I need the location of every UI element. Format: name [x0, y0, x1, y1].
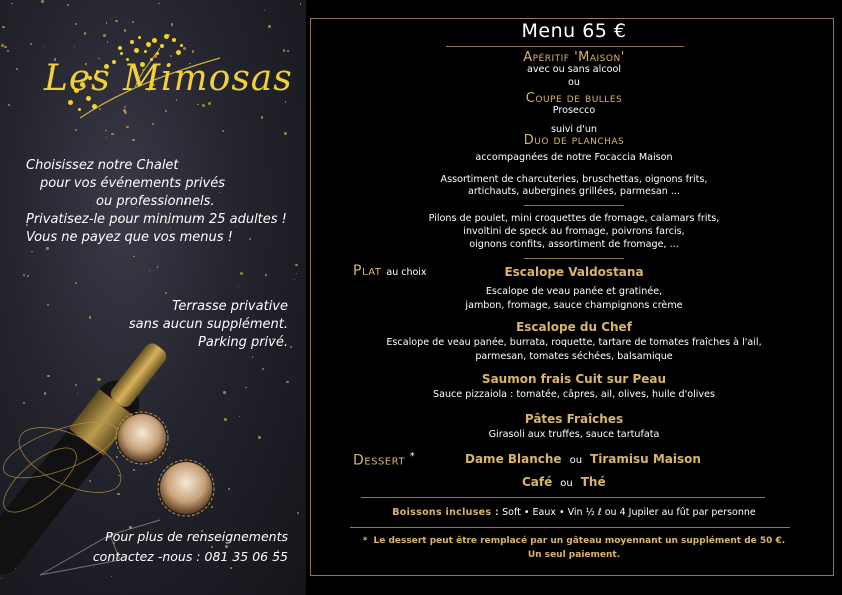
aperitif-desc: avec ou sans alcool [526, 64, 621, 75]
plancha2-line: involtini de speck au fromage, poivrons farcis, [463, 226, 685, 237]
mimosa-flower [118, 46, 122, 50]
boissons-line [306, 507, 842, 518]
sparkle [133, 256, 134, 257]
sparkle [283, 49, 285, 51]
sparkle [16, 68, 18, 70]
mimosa-flower [172, 38, 176, 42]
mimosa-flower [138, 36, 141, 39]
dish-desc: Girasoli aux truffes, sauce tartufata [488, 429, 660, 440]
sparkle [285, 101, 287, 103]
coupe-label: Coupe de bulles [525, 91, 623, 106]
sparkle [47, 304, 49, 306]
sparkle [103, 34, 106, 37]
sparkle [295, 264, 298, 267]
sparkle [27, 275, 29, 277]
sparkle [284, 132, 287, 135]
sparkle [75, 129, 77, 131]
mimosa-flower [176, 50, 181, 55]
dessert-option: Dame Blanche [465, 452, 562, 466]
plancha2-line: oignons confits, assortiment de fromage, ... [469, 239, 679, 250]
plancha1-line: Assortiment de charcuteries, bruschettas, oignons frits, [440, 174, 708, 185]
mimosa-flower [160, 44, 164, 48]
mimosa-flower [152, 38, 157, 43]
sparkle [165, 292, 167, 294]
sparkle [89, 316, 91, 318]
plancha1-line: artichauts, aubergines grillées, parmesan ... [467, 186, 681, 197]
mimosa-flower [180, 44, 183, 47]
dish-desc: Escalope de veau panée, burrata, roquette, tartare de tomates fraîches à l'ail, [386, 337, 762, 348]
terrace-line: sans aucun supplément. [128, 317, 288, 332]
sparkle [132, 21, 134, 23]
plat-label-suffix: au choix [386, 267, 427, 278]
sparkle [238, 286, 239, 287]
logo-text: Les Mimosas [44, 58, 293, 99]
dessert-star: * [409, 451, 415, 462]
left-panel [0, 0, 306, 595]
coffee-option: Thé [580, 475, 606, 489]
sparkle [171, 23, 174, 26]
sparkle [75, 23, 77, 25]
sparkle [157, 266, 159, 268]
note-star: * [362, 536, 368, 546]
sparkle [115, 20, 117, 22]
sparkle [132, 139, 134, 141]
sparkle [268, 25, 271, 28]
dessert-label-text: Dessert [353, 452, 405, 469]
coffee-option: Café [522, 475, 553, 489]
sparkle [30, 43, 32, 45]
mimosa-flower [130, 40, 134, 44]
sparkle [41, 0, 44, 3]
intro-line: pour vos événements privés [40, 176, 225, 191]
sparkle [84, 32, 86, 34]
or-text: ou [569, 455, 583, 466]
contact-line: Pour plus de renseignements [105, 529, 288, 544]
note-divider [350, 527, 790, 528]
menu-title: Menu 65 € [521, 20, 627, 42]
sparkle [124, 29, 127, 32]
sparkle [294, 279, 295, 280]
sparkle [300, 3, 302, 5]
sparkle [106, 22, 108, 24]
coffee-options [522, 475, 606, 489]
note-line: Le dessert peut être remplacé par un gâteau moyennant un supplément de 50 €. [373, 536, 786, 546]
suivi-text: suivi d'un [550, 124, 598, 135]
or-text: ou [560, 478, 573, 489]
sparkle [264, 10, 265, 11]
boissons-label: Boissons incluses : [392, 507, 500, 518]
coupe-desc: Prosecco [552, 105, 596, 116]
sparkle [106, 137, 107, 138]
boissons-divider [361, 497, 765, 498]
sparkle [11, 3, 12, 4]
sparkle [67, 4, 69, 6]
sparkle [1, 44, 4, 47]
mimosa-flower [164, 34, 169, 39]
boissons-items: Soft • Eaux • Vin ½ ℓ ou 4 Jupiler au fût par personne [502, 507, 756, 518]
sparkle [8, 104, 10, 106]
aperitif-label: Apéritif 'Maison' [523, 50, 625, 65]
contact-phone: contactez -nous : 081 35 06 55 [92, 549, 288, 564]
mimosa-flower [156, 52, 159, 55]
mimosa-flower [92, 104, 97, 109]
sparkle [222, 130, 224, 132]
mimosa-flower [144, 50, 147, 53]
dish-desc: parmesan, tomates séchées, balsamique [475, 351, 673, 362]
plancha2-line: Pilons de poulet, mini croquettes de fromage, calamars frits, [428, 213, 720, 224]
title-divider [446, 46, 684, 47]
sparkle [2, 26, 4, 28]
sparkle [7, 50, 9, 52]
terrace-line: Terrasse privative [172, 299, 288, 314]
dish-name: Escalope Valdostana [504, 265, 644, 279]
sparkle [105, 130, 107, 132]
sparkle [158, 3, 159, 4]
mimosa-flower [134, 48, 139, 53]
sparkle [46, 247, 48, 249]
dish-name: Escalope du Chef [516, 320, 632, 334]
sparkle [296, 273, 297, 274]
dish-name: Pâtes Fraîches [524, 412, 624, 426]
note-line: Un seul paiement. [527, 550, 621, 560]
sparkle [240, 272, 243, 275]
dish-desc: Escalope de veau panée et gratinée, [485, 286, 663, 297]
intro-line: Privatisez-le pour minimum 25 adultes ! [26, 212, 287, 227]
intro-line: Vous ne payez que vos menus ! [26, 230, 233, 245]
contact-text [93, 527, 288, 567]
mimosa-flower [68, 100, 73, 105]
dessert-label [353, 451, 415, 469]
terrace-line: Parking privé. [198, 335, 288, 350]
dish-name: Saumon frais Cuit sur Peau [481, 372, 667, 386]
dessert-options [465, 452, 701, 466]
sparkle [149, 270, 150, 271]
plat-divider [524, 258, 624, 259]
duo-label: Duo de planchas [523, 133, 625, 148]
plat-label-text: Plat [353, 263, 382, 279]
sparkle [4, 46, 7, 49]
sparkle [75, 282, 77, 284]
sparkle [265, 274, 267, 276]
sparkle [287, 50, 289, 52]
or-text: ou [568, 77, 580, 88]
mimosa-flower [146, 42, 151, 47]
mimosa-flower [78, 108, 81, 111]
plancha-divider [524, 205, 624, 206]
intro-line: Choisissez notre Chalet [26, 158, 179, 173]
sparkle [31, 251, 33, 253]
dish-desc: jambon, fromage, sauce champignons crème [465, 300, 683, 311]
dessert-note [306, 535, 842, 548]
sparkle [111, 133, 113, 135]
menu-panel [306, 0, 842, 595]
intro-line: ou professionnels. [96, 194, 215, 209]
mimosa-flower [120, 52, 123, 55]
dish-desc: Sauce pizzaiola : tomatée, câpres, ail, olives, huile d'olives [432, 389, 716, 400]
duo-subtitle: accompagnées de notre Focaccia Maison [475, 152, 673, 163]
sparkle [23, 274, 25, 276]
dessert-option: Tiramisu Maison [590, 452, 701, 466]
intro-text [26, 157, 287, 247]
